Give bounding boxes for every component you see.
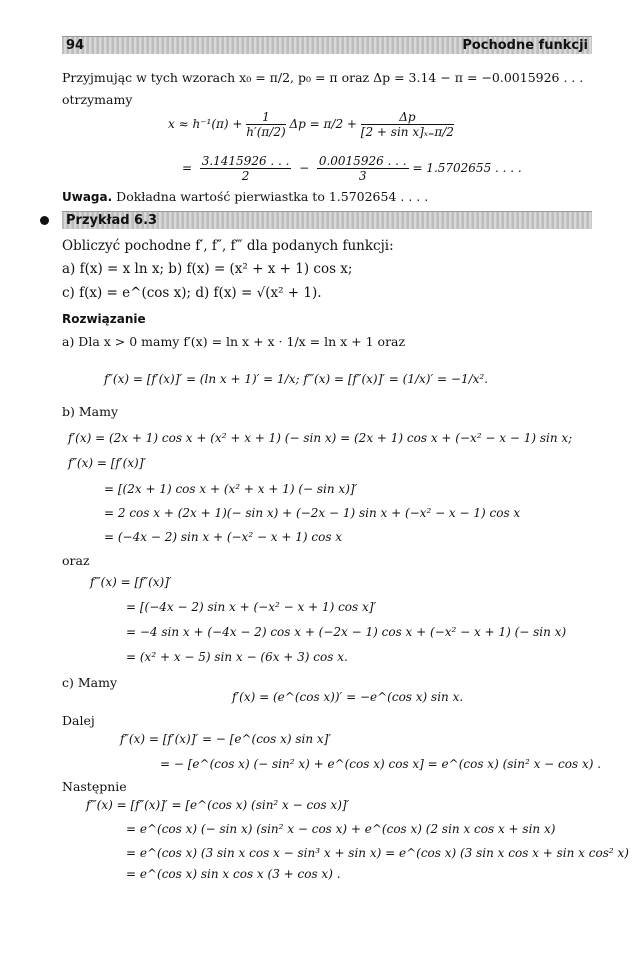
solution-label: Rozwiązanie (62, 312, 146, 326)
equation-approx: x ≈ h⁻¹(π) + $\frac{1}{h'(\pi/2)}$ Δp = π/2 + $\frac{\Delta p}{\text{[2 + sin x]ₓ₌π/2}}$ (168, 110, 454, 139)
solution-a-line: a) Dla x > 0 mamy f′(x) = ln x + x · 1/x = ln x + 1 oraz (62, 334, 406, 349)
example-items-row-2: c) f(x) = e^(cos x); d) f(x) = √(x² + 1). (62, 285, 322, 301)
c2-line-3: = e^(cos x) (3 sin x cos x − sin³ x + sin x) = e^(cos x) (3 sin x cos x + sin x cos² x) (126, 846, 629, 860)
remark-text: Dokładna wartość pierwiastka to 1.5702654 . . . . (116, 189, 429, 204)
b-line-5: = (−4x − 2) sin x + (−x² − x + 1) cos x (104, 530, 343, 544)
equation-numeric: = $\frac{3.1415926 . . .}{2}$ − $\frac{0.0015926 . . .}{3}$ = 1.5702655 . . . . (182, 154, 522, 183)
b-line-1: f′(x) = (2x + 1) cos x + (x² + x + 1) (− sin x) = (2x + 1) cos x + (−x² − x − 1) sin x; (68, 431, 573, 445)
example-task: Obliczyć pochodne f′, f″, f‴ dla podanych funkcji: (62, 238, 394, 254)
section-title: Pochodne funkcji (462, 38, 588, 53)
b-line-3: = [(2x + 1) cos x + (x² + x + 1) (− sin x)]′ (104, 482, 358, 496)
solution-b-label: b) Mamy (62, 404, 119, 419)
intro-line-1: Przyjmując w tych wzorach x₀ = π/2, p₀ = π oraz Δp = 3.14 − π = −0.0015926 . . . (62, 70, 584, 85)
solution-a-equation: f″(x) = [f′(x)]′ = (ln x + 1)′ = 1/x; f‴(x) = [f″(x)]′ = (1/x)′ = −1/x². (104, 372, 489, 386)
remark-label: Uwaga. (62, 190, 113, 204)
b2-line-1: f‴(x) = [f″(x)]′ (90, 575, 172, 589)
remark (62, 189, 428, 204)
b-line-2: f″(x) = [f′(x)]′ (68, 456, 147, 470)
example-header-bar (62, 211, 592, 229)
dalej-label: Dalej (62, 713, 95, 728)
c-line-2: = − [e^(cos x) (− sin² x) + e^(cos x) cos x] = e^(cos x) (sin² x − cos x) . (160, 757, 602, 771)
example-items-row-1: a) f(x) = x ln x; b) f(x) = (x² + x + 1) cos x; (62, 261, 353, 277)
c2-line-1: f‴(x) = [f″(x)]′ = [e^(cos x) (sin² x − cos x)]′ (86, 798, 350, 812)
bullet-icon (40, 216, 49, 225)
c-equation: f′(x) = (e^(cos x))′ = −e^(cos x) sin x. (232, 690, 464, 704)
c2-line-4: = e^(cos x) sin x cos x (3 + cos x) . (126, 867, 341, 881)
c2-line-2: = e^(cos x) (− sin x) (sin² x − cos x) + e^(cos x) (2 sin x cos x + sin x) (126, 822, 556, 836)
c-line-1: f″(x) = [f′(x)]′ = − [e^(cos x) sin x]′ (120, 732, 332, 746)
solution-c-label: c) Mamy (62, 675, 118, 690)
intro-line-2: otrzymamy (62, 92, 133, 107)
nastepnie-label: Następnie (62, 779, 127, 794)
b2-line-2: = [(−4x − 2) sin x + (−x² − x + 1) cos x]′ (126, 600, 377, 614)
b2-line-3: = −4 sin x + (−4x − 2) cos x + (−2x − 1) cos x + (−x² − x + 1) (− sin x) (126, 625, 567, 639)
b-line-4: = 2 cos x + (2x + 1)(− sin x) + (−2x − 1) sin x + (−x² − x − 1) cos x (104, 506, 521, 520)
page-header-bar (62, 36, 592, 54)
example-title: Przykład 6.3 (66, 213, 158, 228)
oraz-label: oraz (62, 553, 90, 568)
b2-line-4: = (x² + x − 5) sin x − (6x + 3) cos x. (126, 650, 348, 664)
page-number: 94 (66, 38, 85, 53)
